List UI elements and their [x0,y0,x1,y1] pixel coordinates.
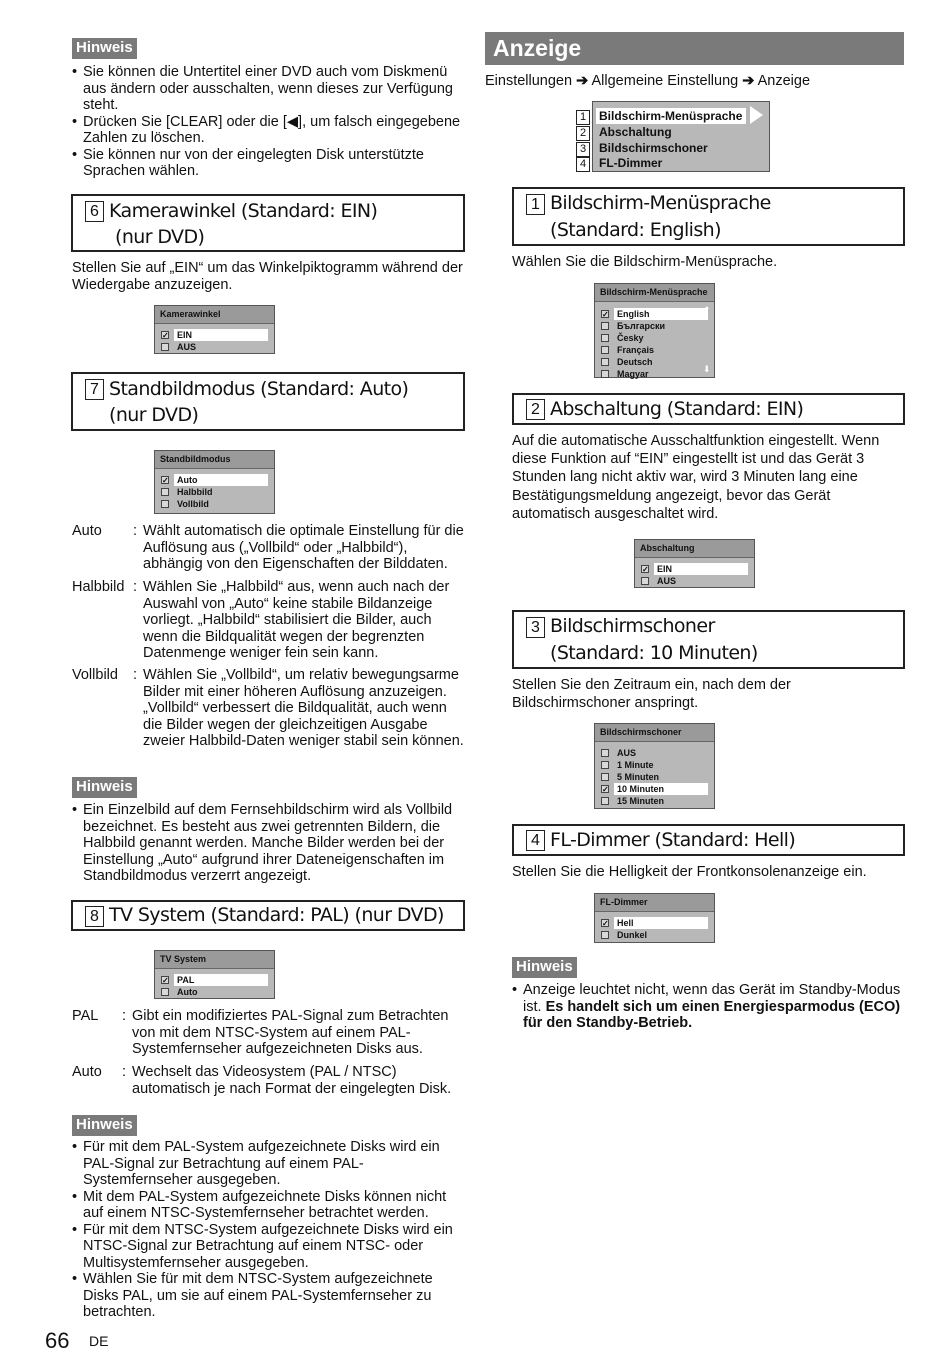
checkbox-icon [161,500,169,508]
arrow-right-icon: ➔ [576,73,589,89]
hinweis-label: Hinweis [72,38,137,59]
breadcrumb-item: Allgemeine Einstellung [591,73,739,89]
checkbox-icon [601,773,609,781]
section-title-line2: (Standard: 10 Minuten) [550,642,758,664]
menu-item [155,474,274,486]
list-item: • Ein Einzelbild auf dem Fernsehbildschirm wird als Vollbild bezeichnet. Es besteht aus zwei getrennten Bildern, die Halbbild genannt werden. Manche Bilder werden bei der Einstellung „Auto“ aufgrund ihrer Dateneigenschaften im Standbildmodus verzerrt angezeigt. [72,802,466,885]
checkbox-icon [601,749,609,757]
menu-item-label: Auto [177,987,198,997]
def-term: Vollbild [72,667,118,683]
menu-item-label: Auto [174,474,268,486]
list-item [512,982,904,1032]
osd-menu-bildschirmschoner [594,723,715,809]
hinweis-list [72,1139,466,1321]
menu-item [595,368,714,380]
menu-item-label: Dunkel [617,930,648,940]
breadcrumb-item: Anzeige [757,73,811,89]
section-number: 1 [526,194,545,215]
menu-item [155,486,274,498]
section-heading-abschaltung [512,393,905,425]
list-item: • Sie können nur von der eingelegten Disk unterstützte Sprachen wählen. [72,147,464,180]
menu-item [635,575,754,587]
menu-item [595,747,714,759]
checkbox-icon [601,761,609,769]
menu-item [155,341,274,353]
menu-item [595,344,714,356]
section-title-line2: (nur DVD) [109,404,199,426]
page-number: 66 [45,1328,70,1353]
menu-title: Abschaltung [635,540,754,558]
section-text: Stellen Sie auf „EIN“ um das Winkelpiktogramm während der Wiedergabe anzuzeigen. [72,260,463,293]
section-heading-tv-system [71,900,465,931]
menu-title: TV System [155,951,274,969]
section-heading-menusprache [512,187,905,246]
check-icon: ✓ [162,476,169,485]
menu-item-label: PAL [174,974,268,986]
checkbox-icon [601,334,609,342]
section-text: Wählen Sie die Bildschirm-Menüsprache. [512,254,778,270]
section-text: Stellen Sie die Helligkeit der Frontkonsolenanzeige ein. [512,864,867,880]
menu-item-label: 5 Minuten [617,772,659,782]
list-item: • Für mit dem NTSC-System aufgezeichnete Disks wird ein NTSC-Signal zur Betrachtung auf einem NTSC- oder Multisystemfernseher ausgegeben. [72,1222,466,1272]
menu-item [595,356,714,368]
triangle-right-icon [750,106,763,124]
menu-title: FL-Dimmer [595,894,714,912]
menu-item-label: Bildschirmschoner [599,141,708,155]
menu-title: Standbildmodus [155,451,274,469]
note-text: Anzeige leuchtet nicht, wenn das Gerät im Standby-Modus ist. [523,982,901,1015]
section-title-line2: (nur DVD) [115,226,205,248]
osd-menu-abschaltung [634,539,755,588]
list-item: • Wählen Sie für mit dem NTSC-System aufgezeichnete Disks PAL, um sie auf einem PAL-Systemfernseher zu betrachten. [72,1271,466,1321]
def-term: Auto [72,1064,102,1080]
menu-item-label: Bildschirm-Menüsprache [599,109,743,123]
section-number: 7 [85,379,104,400]
menu-item [595,771,714,783]
hinweis-label: Hinweis [512,957,577,978]
checkbox-icon [641,577,649,585]
menu-item-label: Hell [614,917,708,929]
menu-title: Kamerawinkel [155,306,274,324]
arrow-right-icon: ➔ [742,73,755,89]
checkbox-icon [601,346,609,354]
checkbox-icon [601,931,609,939]
menu-item-label: Български [617,321,666,331]
checkbox-icon [601,797,609,805]
page-title: Anzeige [485,32,904,65]
menu-item-label: EIN [654,563,748,575]
section-text: Stellen Sie den Zeitraum ein, nach dem der Bildschirmschoner anspringt. [512,677,791,712]
section-number: 2 [526,399,545,420]
check-icon: ✓ [602,310,609,319]
menu-item-label: FL-Dimmer [599,156,663,170]
menu-item-label: EIN [174,329,268,341]
def-desc: Wählt automatisch die optimale Einstellung für die Auflösung aus („Vollbild“ oder „Halbbild“), abhängig von den Eigenschaften der Bilddaten. [143,523,464,572]
menu-item [155,498,274,510]
breadcrumb-item: Einstellungen [485,73,573,89]
checkbox-icon [161,988,169,996]
checkbox-icon [161,488,169,496]
section-title-line1: TV System (Standard: PAL) (nur DVD) [109,904,444,926]
def-desc: Gibt ein modifiziertes PAL-Signal zum Betrachten von mit dem NTSC-System auf einem PAL-Systemfernseher aufgezeichneten Disks aus. [132,1008,449,1057]
def-desc: Wählen Sie „Vollbild“, um relativ bewegungsarme Bilder mit einer höheren Auflösung anzuzeigen. „Vollbild“ verbessert die Bildqualität, auch wenn die Bilder wegen der gleichzeitigen Ausgabe zweier Halbbild-Daten weniger stabil sein können. [143,667,464,749]
hinweis-label: Hinweis [72,777,137,798]
hinweis-list [72,64,464,180]
language-code: DE [89,1333,109,1349]
osd-menu-tv-system [154,950,275,999]
item-number: 2 [576,126,590,141]
item-number: 3 [576,142,590,157]
osd-menu-menusprache [594,283,715,378]
menu-item-label: 10 Minuten [614,783,708,795]
section-title-line1: Kamerawinkel (Standard: EIN) [109,200,378,222]
menu-item [595,917,714,929]
check-icon: ✓ [642,565,649,574]
menu-item-label: Vollbild [177,499,209,509]
menu-item [595,783,714,795]
menu-item [595,320,714,332]
menu-item-label: Deutsch [617,357,653,367]
section-number: 8 [85,906,104,927]
section-title-line2: (Standard: English) [550,219,721,241]
section-number: 4 [526,830,545,851]
def-term: Halbbild [72,579,125,595]
checkbox-icon [601,370,609,378]
def-term: Auto [72,523,102,539]
menu-item-label: AUS [657,576,677,586]
menu-item-label: AUS [177,342,197,352]
menu-title: Bildschirmschoner [595,724,714,742]
menu-item-label: Abschaltung [599,125,672,139]
osd-menu-fl-dimmer [594,893,715,943]
section-number: 6 [85,201,104,222]
section-title-line1: Bildschirmschoner [550,615,715,637]
menu-item-label: AUS [617,748,637,758]
check-icon: ✓ [602,785,609,794]
menu-item [595,929,714,941]
menu-item [595,308,714,320]
item-number: 1 [576,110,590,125]
menu-item [155,986,274,998]
def-term: PAL [72,1008,99,1024]
menu-item-label: Français [617,345,655,355]
menu-item [595,332,714,344]
menu-item-label: 15 Minuten [617,796,665,806]
menu-item [595,759,714,771]
section-title-line1: Standbildmodus (Standard: Auto) [109,378,409,400]
menu-item [635,563,754,575]
def-desc: Wechselt das Videosystem (PAL / NTSC) automatisch je nach Format der eingelegten Disk. [132,1064,452,1097]
menu-item-label: 1 Minute [617,760,654,770]
list-item: • Drücken Sie [CLEAR] oder die [◀], um falsch eingegebene Zahlen zu löschen. [72,114,464,147]
section-title-line1: FL-Dimmer (Standard: Hell) [550,829,796,851]
list-item: • Sie können die Untertitel einer DVD auch vom Diskmenü aus ändern oder ausschalten, wenn dieses zur Verfügung steht. [72,64,464,114]
menu-item-label: Halbbild [177,487,213,497]
section-text: Auf die automatische Ausschaltfunktion eingestellt. Wenn diese Funktion auf “EIN” eingestellt ist und das Gerät 3 Stunden lang nicht aktiv war, wird 3 Minuten lang eine Bestätigungsmeldung angezeigt, bevor das Gerät automatisch ausgeschaltet wird. [512,433,880,522]
hinweis-list [72,802,466,885]
note-text-bold: Es handelt sich um einen Energiesparmodus (ECO) für den Standby-Betrieb. [523,998,901,1031]
section-heading-kamerawinkel [71,194,465,252]
checkbox-icon [161,343,169,351]
list-item: • Für mit dem PAL-System aufgezeichnete Disks wird ein PAL-Signal zur Betrachtung auf einem PAL-Systemfernseher ausgegeben. [72,1139,466,1189]
section-heading-standbildmodus [71,372,465,431]
osd-menu-standbildmodus [154,450,275,514]
section-heading-bildschirmschoner [512,610,905,669]
check-icon: ✓ [602,919,609,928]
list-item: • Mit dem PAL-System aufgezeichnete Disks können nicht auf einem NTSC-Systemfernseher betrachtet werden. [72,1189,466,1222]
section-number: 3 [526,617,545,638]
section-title-line1: Abschaltung (Standard: EIN) [550,398,804,420]
scroll-up-icon[interactable]: ⬆ [703,305,711,315]
hinweis-label: Hinweis [72,1115,137,1136]
menu-title: Bildschirm-Menüsprache [595,284,714,302]
menu-item [155,974,274,986]
menu-item-label: Česky [617,333,644,343]
menu-item [595,795,714,807]
def-desc: Wählen Sie „Halbbild“ aus, wenn auch nach der Auswahl von „Auto“ keine stabile Bildanzeige vorliegt. „Halbbild“ stabilisiert die Bilder, auch wenn die Bildqualität wegen der begrenzten Datenmenge weniger fein sein kann. [143,579,450,661]
check-icon: ✓ [162,331,169,340]
osd-menu-kamerawinkel [154,305,275,354]
checkbox-icon [601,322,609,330]
menu-item-label: English [614,308,708,320]
section-heading-fl-dimmer [512,824,905,856]
hinweis-list [512,982,904,1032]
checkbox-icon [601,358,609,366]
item-number: 4 [576,157,590,172]
section-title-line1: Bildschirm-Menüsprache [550,192,771,214]
check-icon: ✓ [162,976,169,985]
scroll-down-icon[interactable]: ⬇ [703,364,711,374]
breadcrumb [485,73,810,90]
menu-item-label: Magyar [617,369,649,379]
menu-item [155,329,274,341]
